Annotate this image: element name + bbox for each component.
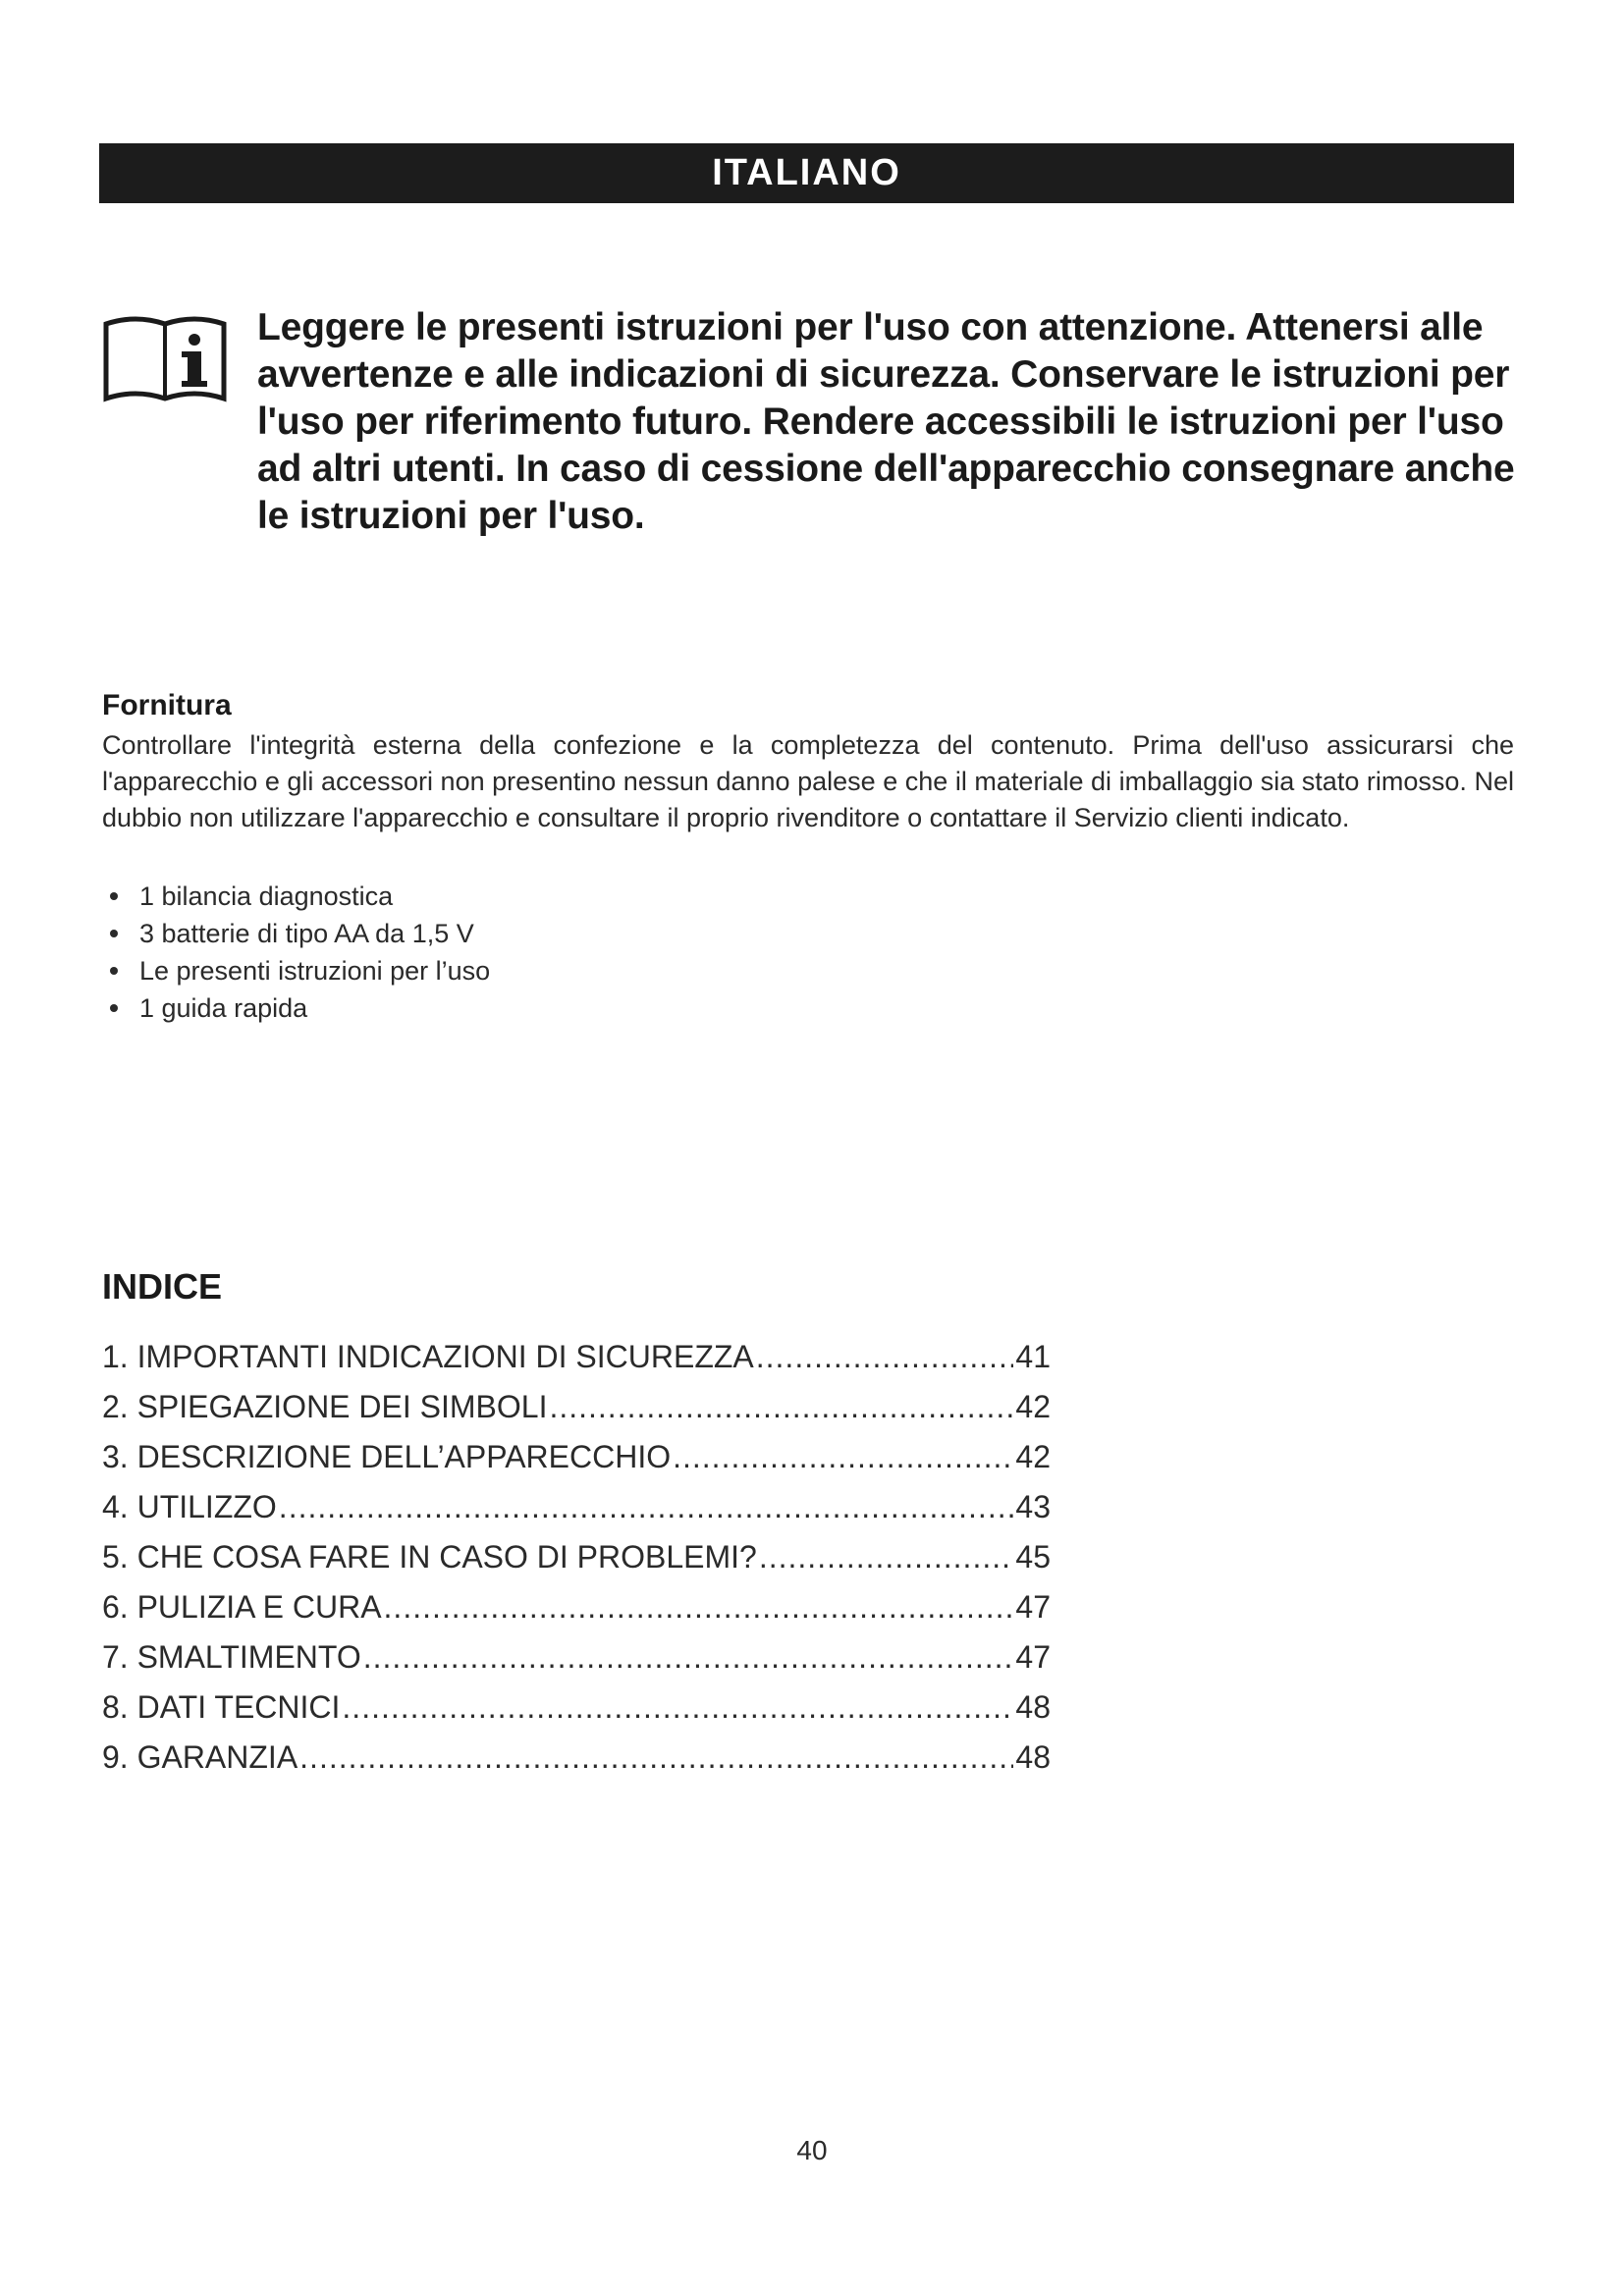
toc-entry-label[interactable]: 6. PULIZIA E CURA — [102, 1589, 382, 1625]
toc-dot-leader — [279, 1482, 1014, 1532]
list-item: 1 bilancia diagnostica — [102, 878, 490, 915]
toc-entry-label[interactable]: 5. CHE COSA FARE IN CASO DI PROBLEMI? — [102, 1539, 757, 1575]
toc-entry-label[interactable]: 2. SPIEGAZIONE DEI SIMBOLI — [102, 1389, 548, 1424]
bullet-icon — [110, 967, 118, 975]
table-of-contents — [102, 1332, 1051, 1783]
toc-entry[interactable] — [102, 1733, 1051, 1783]
toc-entry-label[interactable]: 7. SMALTIMENTO — [102, 1639, 361, 1675]
toc-dot-leader — [342, 1682, 1013, 1733]
toc-entry[interactable] — [102, 1682, 1051, 1733]
language-title: ITALIANO — [712, 152, 901, 193]
toc-entry-page[interactable]: 43 — [1015, 1489, 1051, 1524]
list-item: Le presenti istruzioni per l’uso — [102, 952, 490, 989]
toc-entry-page[interactable]: 48 — [1015, 1689, 1051, 1725]
toc-dot-leader — [759, 1532, 1014, 1582]
list-item: 3 batterie di tipo AA da 1,5 V — [102, 915, 490, 952]
bullet-icon — [110, 1004, 118, 1012]
toc-entry-page[interactable]: 41 — [1015, 1339, 1051, 1374]
toc-entry-page[interactable]: 42 — [1015, 1389, 1051, 1424]
toc-title: INDICE — [102, 1266, 223, 1307]
toc-dot-leader — [363, 1632, 1014, 1682]
intro-warning-text: Leggere le presenti istruzioni per l'uso con attenzione. Attenersi alle avvertenze e alle indicazioni di sicurezza. Conservare le istruzioni per l'uso per riferimento futuro. Rendere accessibili le istruzioni per l'uso ad altri utenti. In caso di cessione dell'apparecchio consegnare anche le istruzioni per l'uso. — [257, 306, 1515, 537]
info-manual-icon — [102, 314, 228, 404]
fornitura-title: Fornitura — [102, 689, 232, 721]
toc-entry-page[interactable]: 47 — [1015, 1639, 1051, 1675]
toc-dot-leader — [299, 1733, 1013, 1783]
toc-entry-page[interactable]: 42 — [1015, 1439, 1051, 1474]
toc-dot-leader — [673, 1432, 1013, 1482]
toc-entry-label[interactable]: 1. IMPORTANTI INDICAZIONI DI SICUREZZA — [102, 1339, 754, 1374]
toc-entry[interactable] — [102, 1432, 1051, 1482]
toc-entry-label[interactable]: 9. GARANZIA — [102, 1739, 298, 1775]
fornitura-text: Controllare l'integrità esterna della confezione e la completezza del contenuto. Prima dell'uso assicurarsi che l'apparecchio e gli accessori non presentino nessun danno palese e che il materiale di imballaggio sia stato rimosso. Nel dubbio non utilizzare l'apparecchio e consultare il proprio rivenditore o contattare il Servizio clienti indicato. — [102, 730, 1514, 832]
toc-entry-label[interactable]: 8. DATI TECNICI — [102, 1689, 341, 1725]
list-item: 1 guida rapida — [102, 989, 490, 1027]
toc-dot-leader — [384, 1582, 1014, 1632]
toc-entry[interactable] — [102, 1382, 1051, 1432]
fornitura-list — [102, 878, 490, 1027]
page-number: 40 — [796, 2135, 828, 2165]
toc-entry-label[interactable]: 4. UTILIZZO — [102, 1489, 277, 1524]
toc-dot-leader — [756, 1332, 1014, 1382]
toc-entry-page[interactable]: 48 — [1015, 1739, 1051, 1775]
language-header-bar — [99, 143, 1514, 203]
toc-entry-page[interactable]: 47 — [1015, 1589, 1051, 1625]
toc-entry-page[interactable]: 45 — [1015, 1539, 1051, 1575]
toc-entry[interactable] — [102, 1532, 1051, 1582]
toc-entry-label[interactable]: 3. DESCRIZIONE DELL’APPARECCHIO — [102, 1439, 672, 1474]
toc-entry[interactable] — [102, 1632, 1051, 1682]
toc-entry[interactable] — [102, 1582, 1051, 1632]
bullet-icon — [110, 892, 118, 900]
toc-entry[interactable] — [102, 1332, 1051, 1382]
bullet-icon — [110, 930, 118, 937]
toc-dot-leader — [549, 1382, 1013, 1432]
toc-entry[interactable] — [102, 1482, 1051, 1532]
